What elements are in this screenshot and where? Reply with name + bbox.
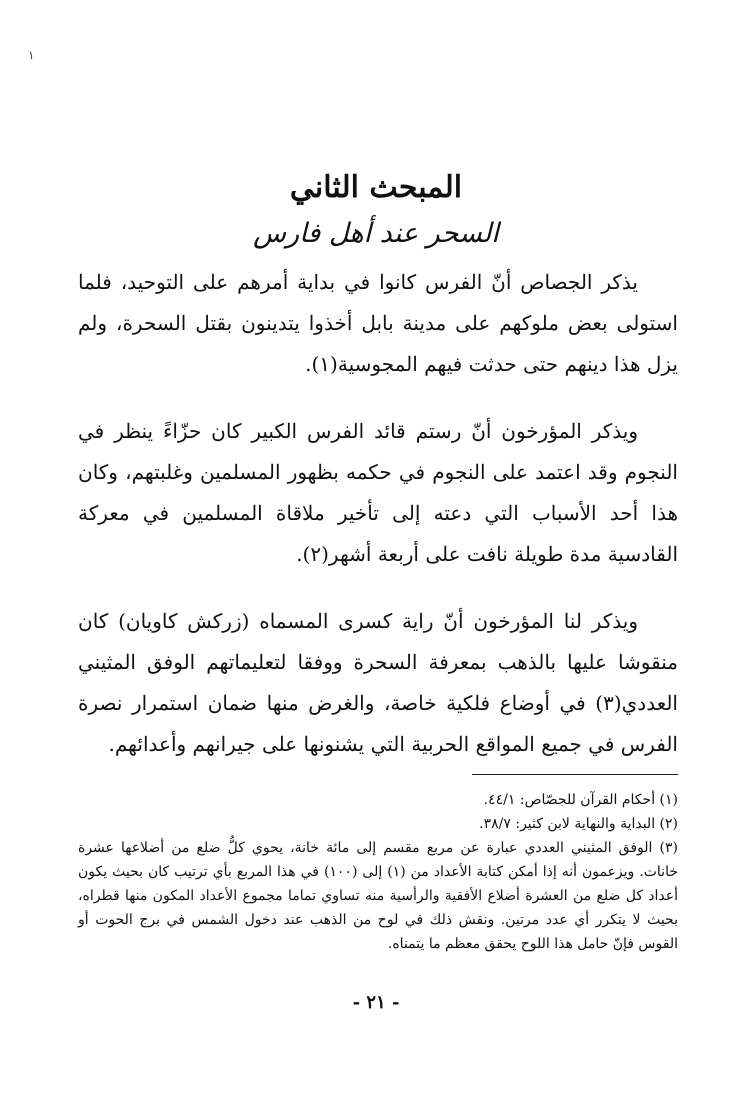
- footnote-divider: [472, 774, 678, 775]
- footnote: (٢) البداية والنهاية لابن كثير: ٣٨/٧.: [479, 816, 678, 832]
- footnote: (١) أحكام القرآن للجصّاص: ٤٤/١.: [483, 792, 678, 808]
- section-heading: [0, 168, 752, 254]
- section-subtitle: السحر عند أهل فارس: [253, 218, 499, 249]
- footnote: (٣) الوفق المثيني العددي عبارة عن مربع مقسم إلى مائة خانة، يحوي كلُّ ضلع من أضلاعها عشرة خانات. ويزعمون أنه إذا أمكن كتابة الأعداد من (١) إلى (١٠٠) في هذا المربع بأي ترتيب كان بحيث يكون أعداد كل ضلع من العشرة أضلاع الأفقية والرأسية منه تساوي تماما مجموع الأعداد المكون منها قطراه، بحيث لا يتكرر أي عدد مرتين. ونقش ذلك في لوح من الذهب عند دخول الشمس في برج الحوت أو القوس فإنّ حامل هذا اللوح يحقق معظم ما يتمناه.: [78, 840, 678, 952]
- body-text: [78, 262, 678, 791]
- paragraph: يذكر الجصاص أنّ الفرس كانوا في بداية أمرهم على التوحيد، فلما استولى بعض ملوكهم على مدينة بابل أخذوا يتدينون بقتل السحرة، ولم يزل هذا دينهم حتى حدثت فيهم المجوسية(١).: [78, 270, 678, 376]
- footnotes: [78, 788, 678, 956]
- paragraph: ويذكر لنا المؤرخون أنّ راية كسرى المسماه (زركش كاويان) كان منقوشا عليها بالذهب بمعرفة السحرة ووفقا لتعليماتهم الوفق المثيني العددي(٣) في أوضاع فلكية خاصة، والغرض منها ضمان استمرار نصرة الفرس في جميع المواقع الحربية التي يشنونها على جيرانهم وأعدائهم.: [78, 609, 678, 756]
- paragraph: ويذكر المؤرخون أنّ رستم قائد الفرس الكبير كان حزّاءً ينظر في النجوم وقد اعتمد على النجوم في حكمه بظهور المسلمين وغلبتهم، وكان هذا أحد الأسباب التي دعته إلى تأخير ملاقاة المسلمين في معركة القادسية مدة طويلة نافت على أربعة أشهر(٢).: [78, 419, 678, 566]
- page-number: - ٢١ -: [352, 992, 400, 1013]
- section-title: المبحث الثاني: [289, 170, 463, 205]
- corner-mark: ١: [28, 48, 35, 62]
